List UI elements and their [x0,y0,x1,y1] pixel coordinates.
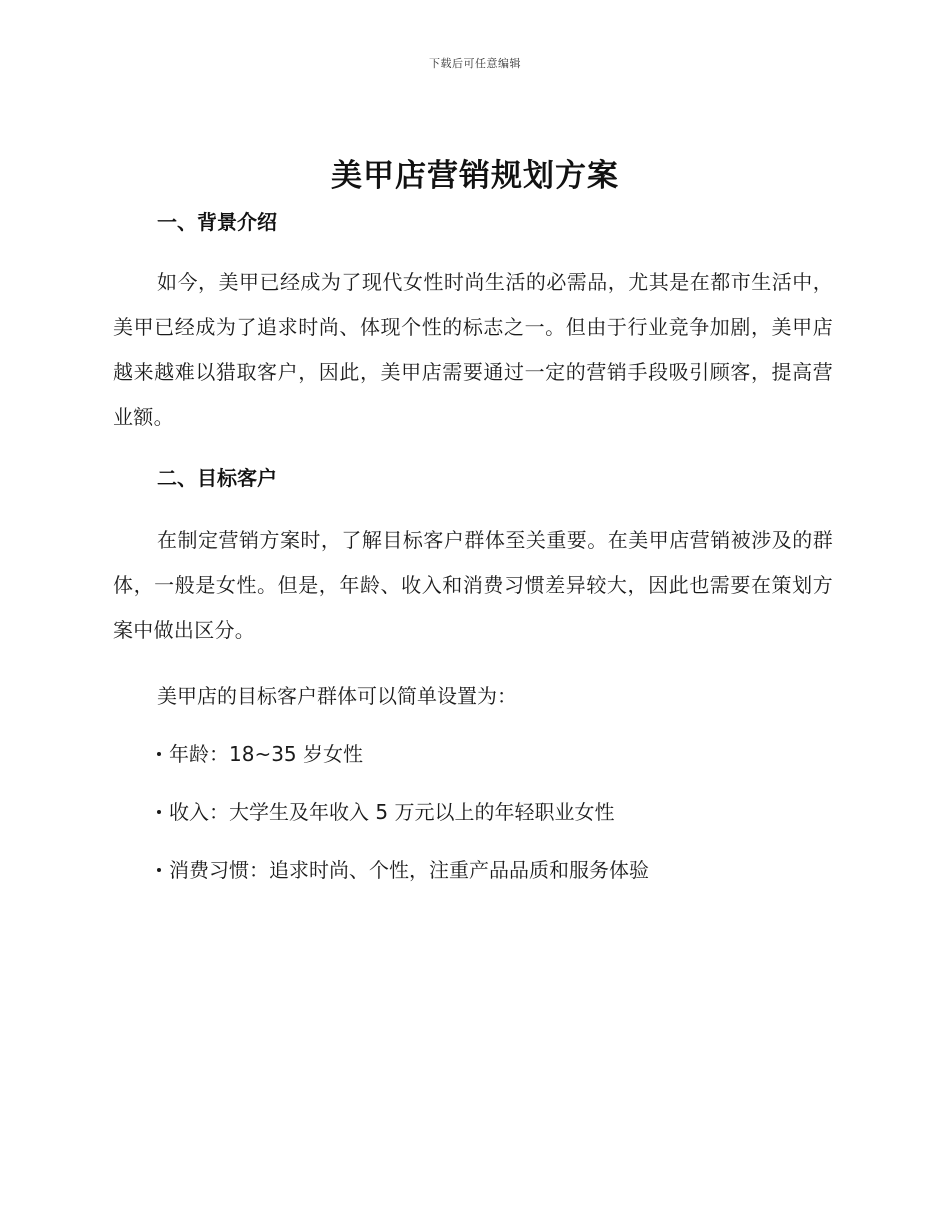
section-heading-background: 一、背景介绍 [157,210,277,234]
section-heading-target-customers: 二、目标客户 [157,466,277,490]
page-header-note: 下载后可任意编辑 [429,57,521,70]
bullet-icon [157,868,161,872]
bullet-icon [157,810,161,814]
document-body [113,206,833,885]
list-item-age [157,739,833,769]
list-item-consumption-habits [157,855,833,885]
document-title: 美甲店营销规划方案 [331,158,619,194]
section-paragraph-background: 如今，美甲已经成为了现代女性时尚生活的必需品，尤其是在都市生活中，美甲已经成为了追求时尚、体现个性的标志之一。但由于行业竞争加剧，美甲店越来越难以猎取客户，因此，美甲店需要通过一定的营销手段吸引顾客，提高营业额。 [113,270,833,429]
target-group-intro: 美甲店的目标客户群体可以简单设置为： [157,684,517,708]
list-item-income [157,797,833,827]
section-paragraph-target-customers: 在制定营销方案时，了解目标客户群体至关重要。在美甲店营销被涉及的群体，一般是女性。但是，年龄、收入和消费习惯差异较大，因此也需要在策划方案中做出区分。 [113,528,833,642]
bullet-icon [157,752,161,756]
list-item-text: 收入：大学生及年收入 5 万元以上的年轻职业女性 [169,800,615,824]
list-item-text: 消费习惯：追求时尚、个性，注重产品品质和服务体验 [169,858,649,882]
list-item-text: 年龄：18~35 岁女性 [169,742,364,766]
